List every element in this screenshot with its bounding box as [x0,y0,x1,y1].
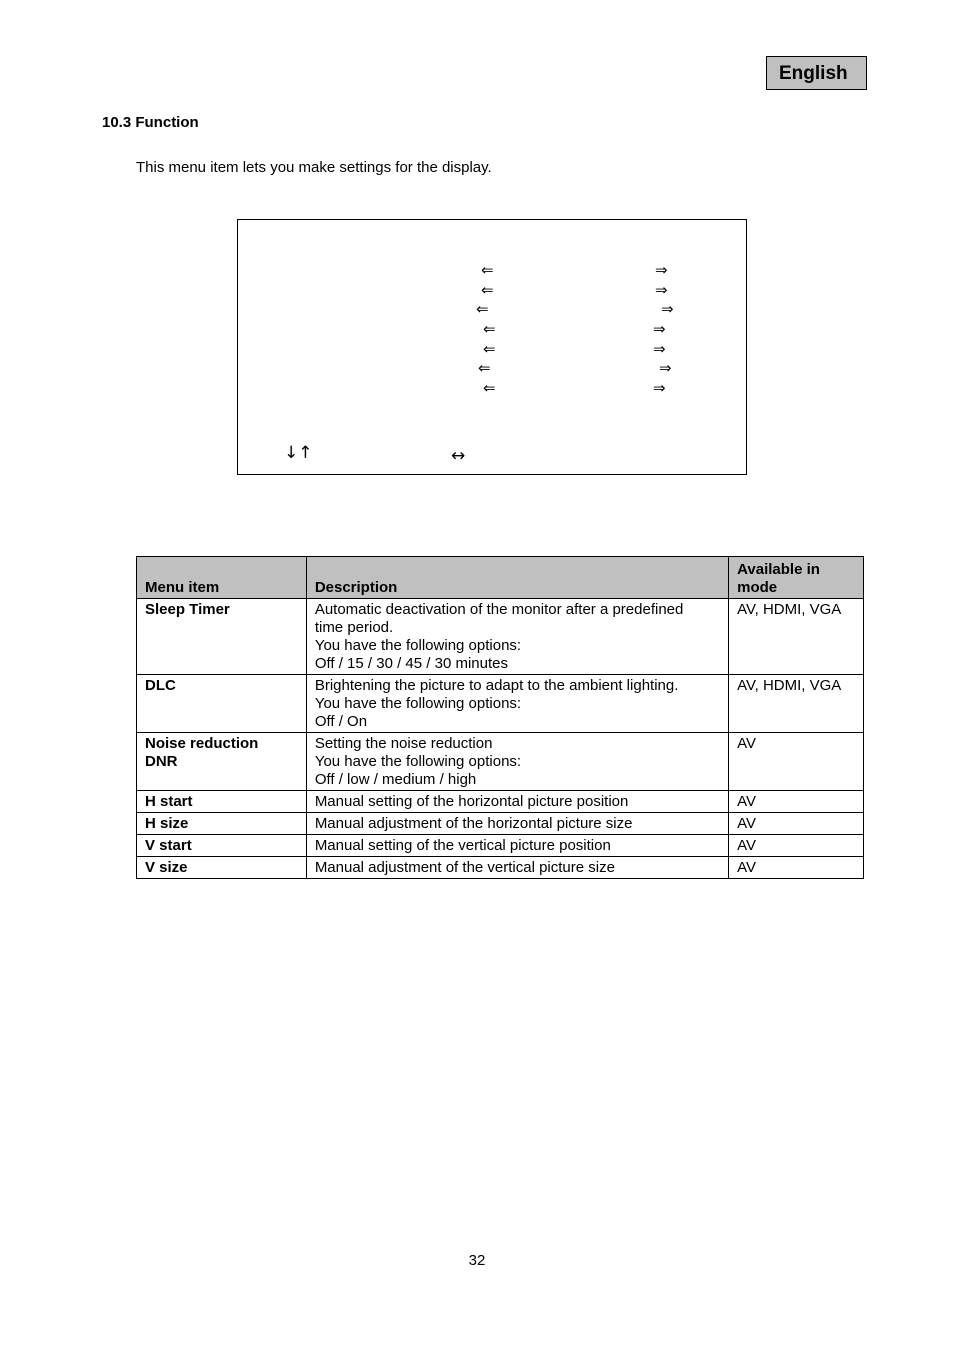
mode-cell: AV [729,733,864,791]
up-down-arrows-icon: ↓↑ [284,443,313,463]
right-arrow-icon: ⇒ [659,359,672,377]
description-line: You have the following options: [314,753,522,770]
left-arrow-icon: ⇐ [478,359,491,377]
table-row [137,791,864,813]
right-arrow-icon: ⇒ [655,261,668,279]
menu-item-label: DLC [145,677,176,694]
left-right-arrow-icon: ↔ [451,446,466,466]
description-cell [306,857,728,879]
left-arrow-icon: ⇐ [481,281,494,299]
right-arrow-icon: ⇒ [653,320,666,338]
intro-text: This menu item lets you make settings for the display. [136,159,492,176]
menu-item-cell [137,675,307,733]
description-line: Manual setting of the horizontal picture position [314,793,629,810]
menu-item-label: Noise reduction [145,735,259,752]
menu-screen [237,219,747,475]
section-title: 10.3 Function [102,114,199,131]
menu-item-cell [137,857,307,879]
left-arrow-icon: ⇐ [483,340,496,358]
menu-item-cell [137,835,307,857]
right-arrow-icon: ⇒ [661,300,674,318]
right-arrow-icon: ⇒ [653,379,666,397]
menu-item-label: DNR [145,753,178,770]
mode-cell: AV [729,835,864,857]
menu-item-cell [137,599,307,675]
left-arrow-icon: ⇐ [483,320,496,338]
menu-item-cell [137,733,307,791]
description-line: Setting the noise reduction [314,735,493,752]
left-arrow-icon: ⇐ [483,379,496,397]
description-cell [306,733,728,791]
language-label: English [766,56,867,90]
table-row [137,675,864,733]
description-line: Off / 15 / 30 / 45 / 30 minutes [314,655,508,672]
description-line: You have the following options: [314,695,522,712]
mode-cell: AV [729,857,864,879]
description-line: time period. [314,619,394,636]
function-table [136,556,864,879]
table-row [137,857,864,879]
page-number: 32 [468,1252,486,1269]
right-arrow-icon: ⇒ [653,340,666,358]
menu-item-cell [137,813,307,835]
menu-item-label: Sleep Timer [145,601,230,618]
header-menu-item: Menu item [137,557,307,599]
menu-item-label: H size [145,815,189,832]
menu-item-label: V size [145,859,188,876]
description-line: Manual setting of the vertical picture position [314,837,611,854]
right-arrow-icon: ⇒ [655,281,668,299]
table-row [137,599,864,675]
description-cell [306,813,728,835]
header-mode-line: mode [737,579,778,596]
description-line: Manual adjustment of the vertical picture size [314,859,615,876]
left-arrow-icon: ⇐ [481,261,494,279]
menu-item-cell [137,791,307,813]
description-cell [306,599,728,675]
description-line: Off / On [314,713,368,730]
description-line: Off / low / medium / high [314,771,477,788]
header-mode-line: Available in [737,561,820,578]
description-cell [306,835,728,857]
description-cell [306,675,728,733]
mode-cell: AV [729,813,864,835]
table-header-row [137,557,864,599]
left-arrow-icon: ⇐ [476,300,489,318]
description-line: Manual adjustment of the horizontal picture size [314,815,633,832]
menu-item-label: H start [145,793,193,810]
mode-cell: AV [729,791,864,813]
description-line: Automatic deactivation of the monitor after a predefined [314,601,684,618]
description-line: Brightening the picture to adapt to the ambient lighting. [314,677,679,694]
table-row [137,733,864,791]
header-description: Description [306,557,728,599]
header-mode [729,557,864,599]
mode-cell: AV, HDMI, VGA [729,599,864,675]
menu-item-label: V start [145,837,192,854]
description-line: You have the following options: [314,637,522,654]
table-row [137,813,864,835]
table-row [137,835,864,857]
description-cell [306,791,728,813]
mode-cell: AV, HDMI, VGA [729,675,864,733]
